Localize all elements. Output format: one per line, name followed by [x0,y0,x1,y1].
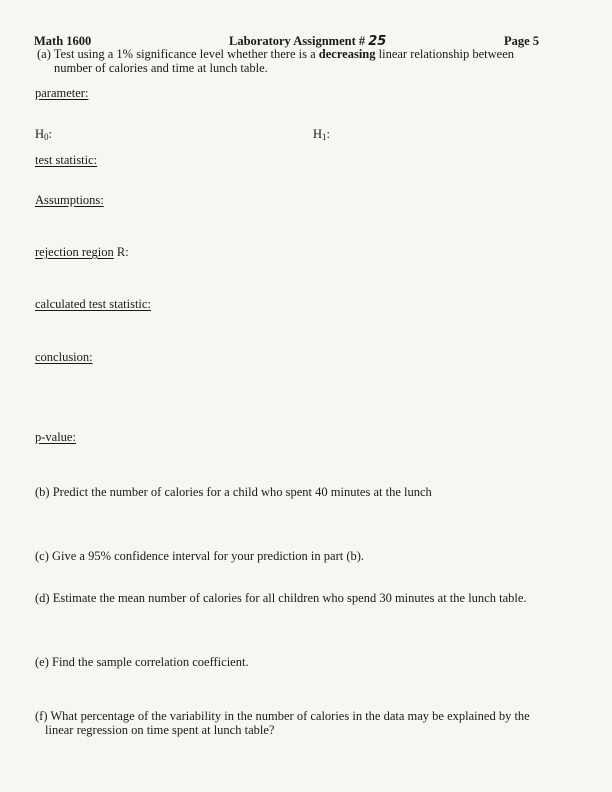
conclusion-label: conclusion: [35,350,93,364]
calculated-test-statistic-label: calculated test statistic: [35,297,151,311]
course-label: Math 1600 [34,34,92,48]
question-f-line1: (f) What percentage of the variability in the number of calories in the data may be explained by the [35,709,530,723]
question-c: (c) Give a 95% confidence interval for your prediction in part (b). [35,549,365,563]
h1-base: H [313,127,323,141]
h1-colon: : [326,127,331,141]
part-a-text-after: linear relationship between [378,47,514,61]
h0-colon: : [48,127,53,141]
part-a-line1 [37,47,514,61]
assumptions-label: Assumptions: [35,193,104,207]
assignment-number-handwritten: 25 [368,34,387,49]
part-a-emphasis: decreasing [318,47,376,61]
page-number: Page 5 [504,34,540,48]
h0-label [35,127,52,141]
rejection-region-label: rejection region [35,245,114,259]
h0-base: H [35,127,45,141]
question-e: (e) Find the sample correlation coefficient. [35,655,249,669]
rejection-region-suffix: R: [116,245,129,259]
h1-subscript: 1 [322,132,327,142]
h1-label [313,127,330,141]
question-d: (d) Estimate the mean number of calories for all children who spend 30 minutes at the lunch table. [35,591,527,605]
parameter-label: parameter: [35,86,89,100]
h0-subscript: 0 [44,132,49,142]
question-b: (b) Predict the number of calories for a child who spent 40 minutes at the lunch [35,485,432,499]
rejection-region-row [35,245,129,259]
test-statistic-label: test statistic: [35,153,98,167]
question-f-line2: linear regression on time spent at lunch table? [45,723,275,737]
assignment-title-text: Laboratory Assignment # [229,34,366,48]
part-a-text-before: (a) Test using a 1% significance level whether there is a [37,47,316,61]
part-a-line2: number of calories and time at lunch table. [54,61,268,75]
p-value-label: p-value: [35,430,76,444]
